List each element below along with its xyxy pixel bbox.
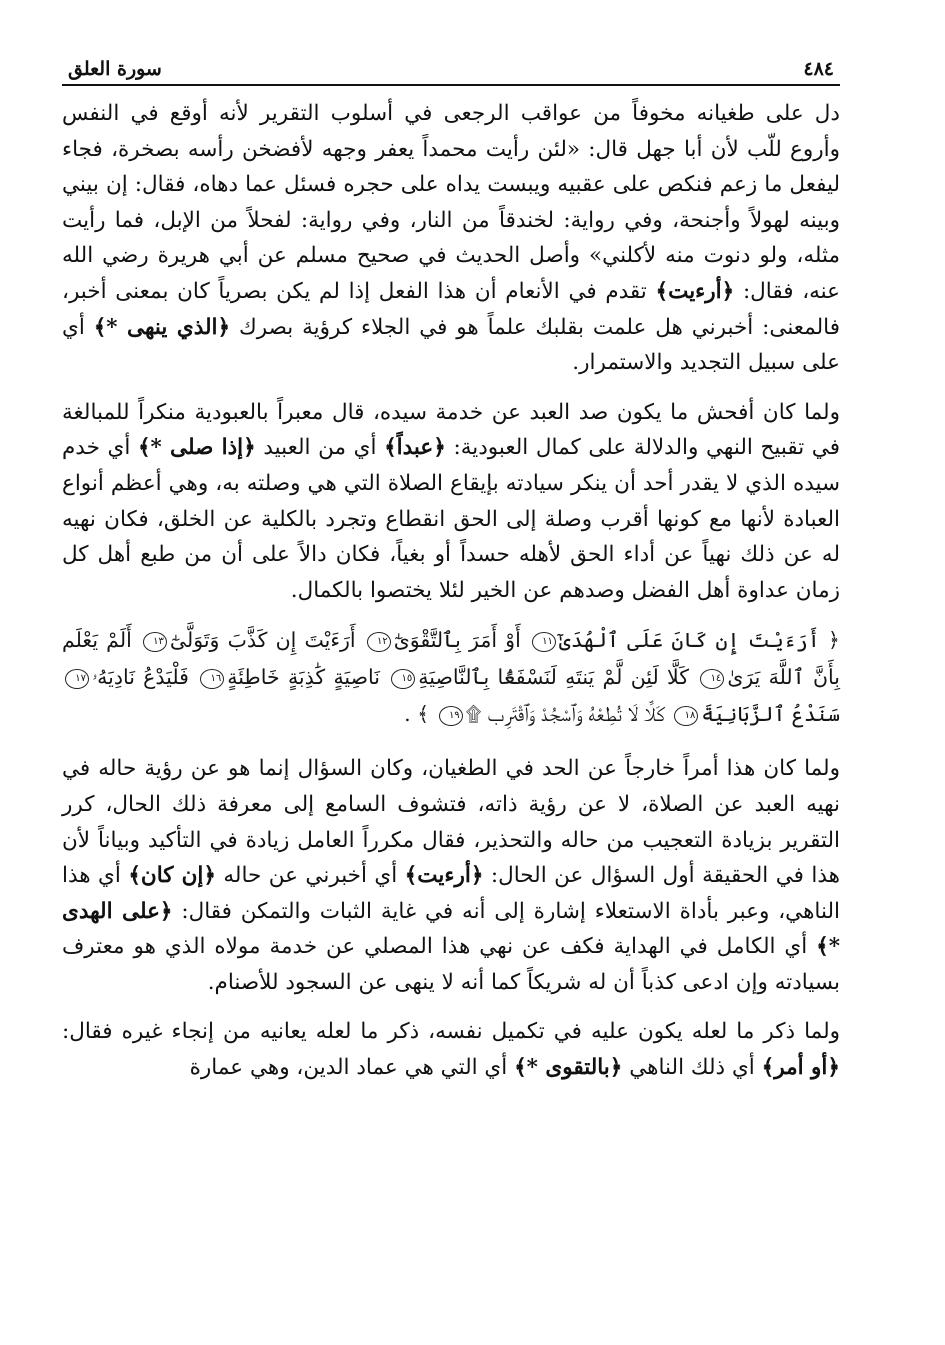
- text-run: أي خدم سيده الذي لا يقدر أحد أن ينكر سيادته بإيقاع الصلاة التي هي وصلته به، وهي أعظم أنواع العبادة لأنها مع كونها أقرب وصلة إلى الحق انقطاع وتجرد بالكلية عن الخلق، فكان نهيه له عن ذلك نهياً عن أداء الحق لأهله حسداً أو بغياً، فكان دالاً على أن من طبع أهل كل زمان عداوة أهل الفضل وصدهم عن الخير لئلا يختصوا بالكمال.: [62, 435, 840, 603]
- quran-quote: ﴿بالتقوى *﴾: [514, 1055, 623, 1081]
- ayah-number-marker: ١٦: [200, 669, 224, 689]
- paragraph: [62, 751, 840, 1000]
- ayah-number-marker: ١١: [532, 632, 556, 652]
- text-run: تقدم في الأنعام أن هذا الفعل إذا لم يكن بصرياً كان بمعنى أخبر، فالمعنى: أخبرني هل علمت بقلبك علماً هو في الجلاء كرؤية بصرك: [62, 278, 840, 340]
- quran-quote: ﴿أرءيت﴾: [404, 863, 484, 889]
- paragraph: [62, 1014, 840, 1085]
- quran-quote: ﴿إن كان﴾: [128, 863, 216, 889]
- text-run: ولما ذكر ما لعله يكون عليه في تكميل نفسه، ذكر ما لعله يعانيه من إنجاء غيره فقال:: [62, 1019, 840, 1045]
- text-run: أي من العبيد: [255, 435, 385, 461]
- verse-text: نَاصِيَةٍ كَٰذِبَةٍ خَاطِئَةٍ: [227, 665, 380, 690]
- quran-quote: ﴿على الهدى *﴾: [62, 898, 840, 960]
- verse-text: أَرَءَيْتَ إِن كَذَّبَ وَتَوَلَّىٰٓ: [169, 628, 356, 653]
- verse-text: أَوْ أَمَرَ بِٱلتَّقْوَىٰٓ: [393, 628, 521, 653]
- ayah-number-marker: ١٧: [65, 669, 89, 689]
- quran-quote: ﴿إذا صلى *﴾: [137, 435, 256, 461]
- verse-text: فَلْيَدْعُ نَادِيَهُۥ: [92, 665, 189, 690]
- ayah-number-marker: ١٢: [367, 632, 391, 652]
- text-run: ولما كان هذا أمراً خارجاً عن الحد في الطغيان، وكان السؤال إنما هو عن رؤية حاله في نهيه العبد عن الصلاة، لا عن رؤية ذاته، فتشوف السامع إلى معرفة ذلك الحال، كرر التقرير بزيادة التعجيب من حاله والتحذير، فقال مكرراً العامل زيادة في التأكيد وبياناً لأن هذا في الحقيقة أول السؤال عن الحال:: [62, 756, 840, 889]
- quran-quote: ﴿أرءيت﴾: [655, 278, 735, 304]
- verse-text: كَلَّا لَئِن لَّمْ يَنتَهِ لَنَسْفَعًۢا بِٱلنَّاصِيَةِ: [418, 665, 690, 690]
- ayah-number-marker: ١٥: [391, 669, 415, 689]
- text-run: دل على طغيانه مخوفاً من عواقب الرجعى في أسلوب التقرير لأنه أوقع في النفس وأروع للّب لأن أبا جهل قال: «لئن رأيت محمداً يعفر وجهه لأفضخن رأسه بصخرة، فجاء ليفعل ما زعم فنكص على عقبيه ويبست يداه على حجره فسئل عما دهاه، فقال: إن بيني وبينه لهولاً وأجنحة، وفي رواية: لخندقاً من النار، وفي رواية: لفحلاً من الإبل، فما رأيت مثله، ولو دنوت منه لأكلني» وأصل الحديث في صحيح مسلم عن أبي هريرة رضي الله عنه، فقال:: [62, 101, 840, 304]
- text-run: أي الكامل في الهداية فكف عن نهي هذا المصلي عن خدمة مولاه الذي هو معترف بسيادته وإن ادعى كذباً أن له شريكاً كما أنه لا ينهى عن السجود للأصنام.: [62, 934, 840, 995]
- verse-text: سَنَدْعُ ٱلزَّبَانِيَةَ: [701, 702, 840, 727]
- ayah-number-marker: ١٩: [439, 706, 463, 726]
- page-number: ٤٨٤: [803, 58, 834, 80]
- paragraph: [62, 96, 840, 381]
- text-run: أي أخبرني عن حاله: [215, 863, 405, 889]
- verse-text: أَرَءَيْتَ إِن كَانَ عَلَى ٱلْهُدَىٰٓ: [558, 628, 820, 653]
- text-run: أي هذا الناهي، وعبر بأداة الاستعلاء إشارة إلى أنه في غاية الثبات والتمكن فقال:: [62, 863, 840, 924]
- ayah-number-marker: ١٨: [674, 706, 698, 726]
- surah-title: سورة العلق: [68, 58, 162, 80]
- paragraph: [62, 395, 840, 609]
- quran-quote: ﴿عبداً﴾: [384, 435, 446, 461]
- quran-block: [62, 622, 840, 733]
- text-run: أي التي هي عماد الدين، وهي عمارة: [189, 1055, 515, 1081]
- running-header: [62, 58, 840, 86]
- ayah-number-marker: ١٤: [700, 669, 724, 689]
- quran-close-bracket: ﴾ .: [404, 702, 430, 727]
- quran-quote: ﴿الذي ينهى *﴾: [93, 314, 231, 340]
- text-run: أي على سبيل التجديد والاستمرار.: [62, 314, 840, 376]
- text-run: أي ذلك الناهي: [622, 1055, 762, 1081]
- verse-text: كَلَّا لَا تُطِعْهُ وَٱسْجُدْ وَٱقْتَرِب ۩: [465, 702, 665, 727]
- page-content: [62, 96, 840, 1086]
- quran-open-bracket: ﴿: [827, 628, 840, 653]
- quran-quote: ﴿أو أمر﴾: [761, 1055, 840, 1081]
- ayah-number-marker: ١٣: [143, 632, 167, 652]
- verse-text: أَلَمْ يَعْلَم بِأَنَّ ٱللَّهَ يَرَىٰ: [62, 628, 840, 690]
- text-run: ولما كان أفحش ما يكون صد العبد عن خدمة سيده، قال معبراً بالعبودية منكراً للمبالغة في تقبيح النهي والدلالة على كمال العبودية:: [62, 399, 840, 461]
- quran-verses: [62, 628, 840, 726]
